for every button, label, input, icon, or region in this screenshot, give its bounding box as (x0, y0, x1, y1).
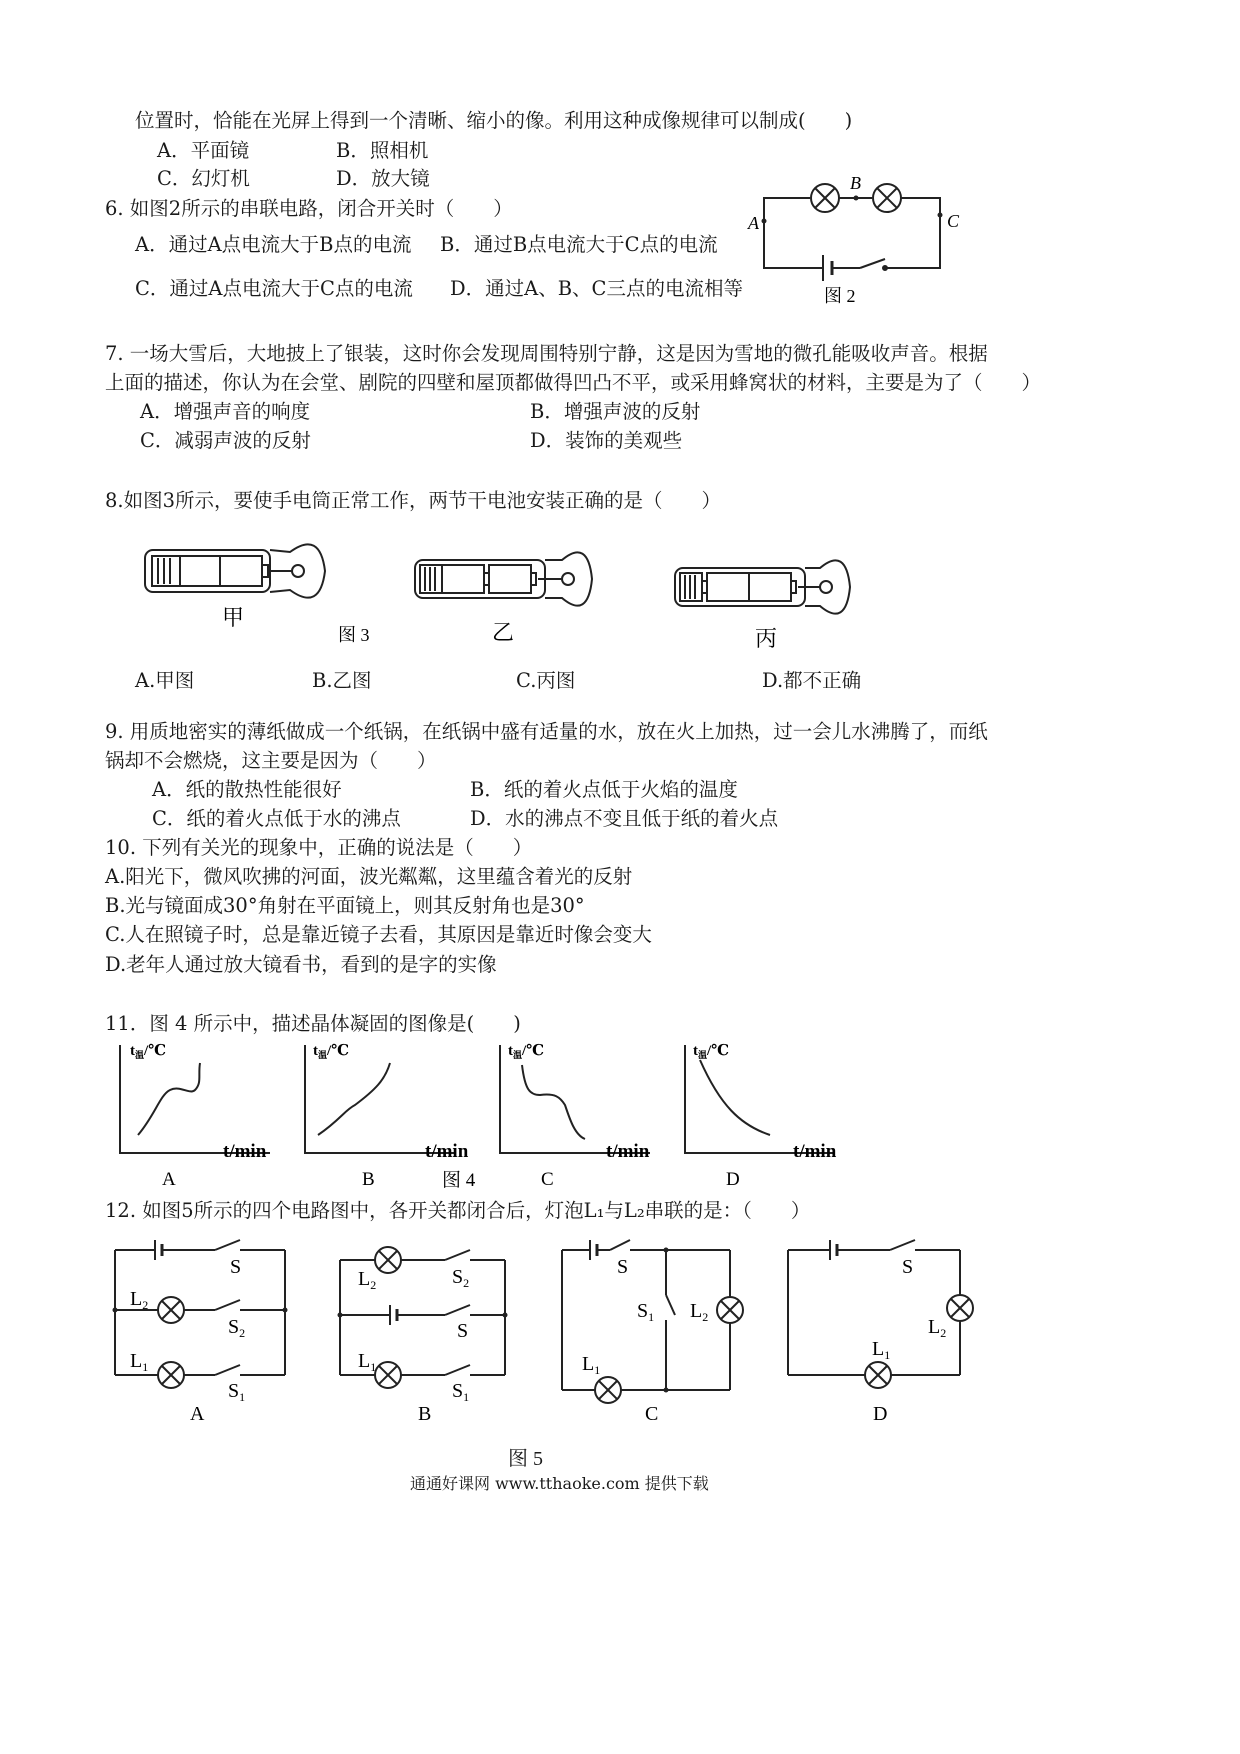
svg-text:L1 (582, 1353, 600, 1377)
fig5-d-l1: L (872, 1338, 885, 1360)
svg-text:L1 (130, 1350, 148, 1374)
q7-option-b: B．增强声波的反射 (530, 400, 701, 423)
fig5-label-c: C (645, 1403, 659, 1425)
fig5-a-l2-sub: 2 (142, 1298, 149, 1312)
fig4-b-ylabel: t (313, 1043, 318, 1059)
fig5-label-d: D (873, 1403, 888, 1425)
fig2-label-c: C (947, 211, 960, 231)
fig5-a-s: S (230, 1256, 242, 1278)
fig5-d-s: S (902, 1256, 914, 1278)
fig5-b-s1: S (452, 1380, 464, 1402)
fig4-d-ylabel: t (693, 1043, 698, 1059)
q5-option-b: B．照相机 (336, 139, 429, 162)
fig5-c-l2-sub: 2 (702, 1310, 709, 1324)
fig4-label-d: D (726, 1169, 740, 1190)
fig5-b-l1: L (358, 1350, 371, 1372)
fig5-c-l1-sub: 1 (594, 1363, 601, 1377)
flashlight-jia (145, 544, 325, 597)
svg-text:S2 (452, 1266, 469, 1290)
q6-option-a: A．通过A点电流大于B点的电流 (135, 233, 412, 256)
footer-download-credit: 通通好课网 www.tthaoke.com 提供下载 (410, 1474, 709, 1493)
q8-option-c: C.丙图 (516, 669, 576, 692)
fig5-d-l1-sub: 1 (884, 1348, 891, 1362)
figure-2-series-circuit (740, 165, 980, 310)
fig5-a-s2: S (228, 1316, 240, 1338)
q5-option-a: A．平面镜 (157, 139, 250, 162)
svg-text:L1 (872, 1338, 890, 1362)
q8-option-d: D.都不正确 (762, 669, 862, 692)
fig3-label-yi: 乙 (492, 620, 515, 645)
fig5-a-l1: L (130, 1350, 143, 1372)
fig4-label-b: B (362, 1169, 375, 1190)
fig4-label-c: C (541, 1169, 554, 1190)
fig5-label-b: B (418, 1403, 432, 1425)
q9-stem-line2: 锅却不会燃烧，这主要是因为（ ） (105, 749, 437, 772)
fig5-c-s1-sub: 1 (648, 1310, 655, 1324)
figure-3-flashlights (130, 530, 920, 655)
fig3-label-bing: 丙 (755, 626, 778, 651)
fig4-a-xlabel: t/min (223, 1141, 267, 1162)
fig5-a-s1-sub: 1 (239, 1390, 246, 1404)
svg-text:L2 (130, 1288, 148, 1312)
fig5-a-l1-sub: 1 (142, 1360, 149, 1374)
q6-option-b: B．通过B点电流大于C点的电流 (440, 233, 718, 256)
fig5-a-l2: L (130, 1288, 143, 1310)
q8-stem: 8.如图3所示，要使手电筒正常工作，两节干电池安装正确的是（ ） (105, 489, 722, 512)
q10-option-c: C.人在照镜子时，总是靠近镜子去看，其原因是靠近时像会变大 (105, 923, 652, 946)
figure-5-circuits (100, 1235, 1000, 1435)
svg-text:S1 (637, 1300, 654, 1324)
fig5-b-s2: S (452, 1266, 464, 1288)
fig4-c-xlabel: t/min (606, 1141, 650, 1162)
fig5-a-s2-sub: 2 (239, 1326, 246, 1340)
fig3-label-jia: 甲 (222, 605, 245, 630)
fig5-c-s1: S (637, 1300, 649, 1322)
fig5-b-s2-sub: 2 (463, 1276, 470, 1290)
fig5-b-l2: L (358, 1268, 371, 1290)
figure-4-temperature-graphs (100, 1035, 860, 1195)
fig4-d-yunit: /℃ (707, 1043, 730, 1059)
q5-option-c: C．幻灯机 (157, 167, 250, 190)
fig4-a-ylabel-sub: 温 (135, 1050, 145, 1060)
fig3-caption: 图 3 (338, 625, 370, 645)
svg-text:S2 (228, 1316, 245, 1340)
q6-stem: 6. 如图2所示的串联电路，闭合开关时（ ） (105, 197, 513, 220)
svg-text:t温/℃ (508, 1043, 544, 1060)
fig5-b-s: S (457, 1320, 469, 1342)
fig5-c-l1: L (582, 1353, 595, 1375)
fig4-b-ylabel-sub: 温 (318, 1050, 328, 1060)
q10-stem: 10. 下列有关光的现象中，正确的说法是（ ） (105, 836, 533, 859)
q7-option-a: A．增强声音的响度 (140, 400, 311, 423)
fig2-label-a: A (748, 213, 759, 233)
fig4-b-yunit: /℃ (327, 1043, 350, 1059)
q10-option-d: D.老年人通过放大镜看书，看到的是字的实像 (105, 953, 497, 976)
fig5-d-l2: L (928, 1316, 941, 1338)
fig4-d-xlabel: t/min (793, 1141, 837, 1162)
fig4-caption: 图 4 (442, 1170, 476, 1191)
fig4-b-xlabel: t/min (425, 1141, 469, 1162)
fig4-c-yunit: /℃ (522, 1043, 545, 1059)
fig4-a-yunit: /℃ (144, 1043, 167, 1059)
q10-option-b: B.光与镜面成30°角射在平面镜上，则其反射角也是30° (105, 894, 585, 917)
q7-stem-line1: 7. 一场大雪后，大地披上了银装，这时你会发现周围特别宁静，这是因为雪地的微孔能吸收声音。根据 (105, 342, 988, 365)
flashlight-bing (675, 560, 850, 613)
q10-option-a: A.阳光下，微风吹拂的河面，波光粼粼，这里蕴含着光的反射 (105, 865, 633, 888)
flashlight-yi (415, 552, 592, 605)
q9-stem-line1: 9. 用质地密实的薄纸做成一个纸锅，在纸锅中盛有适量的水，放在火上加热，过一会儿水沸腾了，而纸 (105, 720, 988, 743)
fig5-c-l2: L (690, 1300, 703, 1322)
fig2-caption: 图 2 (824, 286, 856, 306)
svg-text:L2 (690, 1300, 708, 1324)
fig4-a-ylabel: t (130, 1043, 135, 1059)
q8-option-b: B.乙图 (312, 669, 372, 692)
fig5-a-s1: S (228, 1380, 240, 1402)
svg-text:t温/℃ (313, 1043, 349, 1060)
fig5-label-a: A (190, 1403, 205, 1425)
fig5-caption: 图 5 (508, 1448, 543, 1470)
q7-option-c: C．减弱声波的反射 (140, 429, 311, 452)
q7-option-d: D．装饰的美观些 (530, 429, 683, 452)
q5-option-d: D．放大镜 (336, 167, 430, 190)
fig5-b-l2-sub: 2 (370, 1278, 377, 1292)
fig5-b-l1-sub: 1 (370, 1360, 377, 1374)
fig5-d-l2-sub: 2 (940, 1326, 947, 1340)
fig4-c-ylabel-sub: 温 (513, 1050, 523, 1060)
svg-text:L1 (358, 1350, 376, 1374)
q8-option-a: A.甲图 (135, 669, 195, 692)
svg-text:S1 (228, 1380, 245, 1404)
svg-text:L2 (358, 1268, 376, 1292)
q11-stem: 11．图 4 所示中，描述晶体凝固的图像是( ) (105, 1012, 521, 1035)
fig4-d-ylabel-sub: 温 (698, 1050, 708, 1060)
fig4-label-a: A (162, 1169, 176, 1190)
q9-option-a: A．纸的散热性能很好 (152, 778, 342, 801)
q9-option-d: D．水的沸点不变且低于纸的着火点 (470, 807, 779, 830)
fig5-c-s: S (617, 1256, 629, 1278)
q12-stem: 12. 如图5所示的四个电路图中，各开关都闭合后，灯泡L₁与L₂串联的是：（ ） (105, 1199, 811, 1222)
q5-stem: 位置时，恰能在光屏上得到一个清晰、缩小的像。利用这种成像规律可以制成( ) (135, 109, 853, 132)
q9-option-b: B．纸的着火点低于火焰的温度 (470, 778, 738, 801)
q9-option-c: C．纸的着火点低于水的沸点 (152, 807, 401, 830)
q6-option-c: C．通过A点电流大于C点的电流 (135, 277, 413, 300)
fig5-b-s1-sub: 1 (463, 1390, 470, 1404)
svg-text:L2 (928, 1316, 946, 1340)
svg-text:t温/℃ (130, 1043, 166, 1060)
fig2-label-b: B (850, 173, 861, 193)
q6-option-d: D．通过A、B、C三点的电流相等 (450, 277, 743, 300)
q7-stem-line2: 上面的描述，你认为在会堂、剧院的四壁和屋顶都做得凹凸不平，或采用蜂窝状的材料，主要是为了（ ） (105, 371, 1042, 394)
svg-text:S1 (452, 1380, 469, 1404)
fig4-c-ylabel: t (508, 1043, 513, 1059)
svg-text:t温/℃ (693, 1043, 729, 1060)
